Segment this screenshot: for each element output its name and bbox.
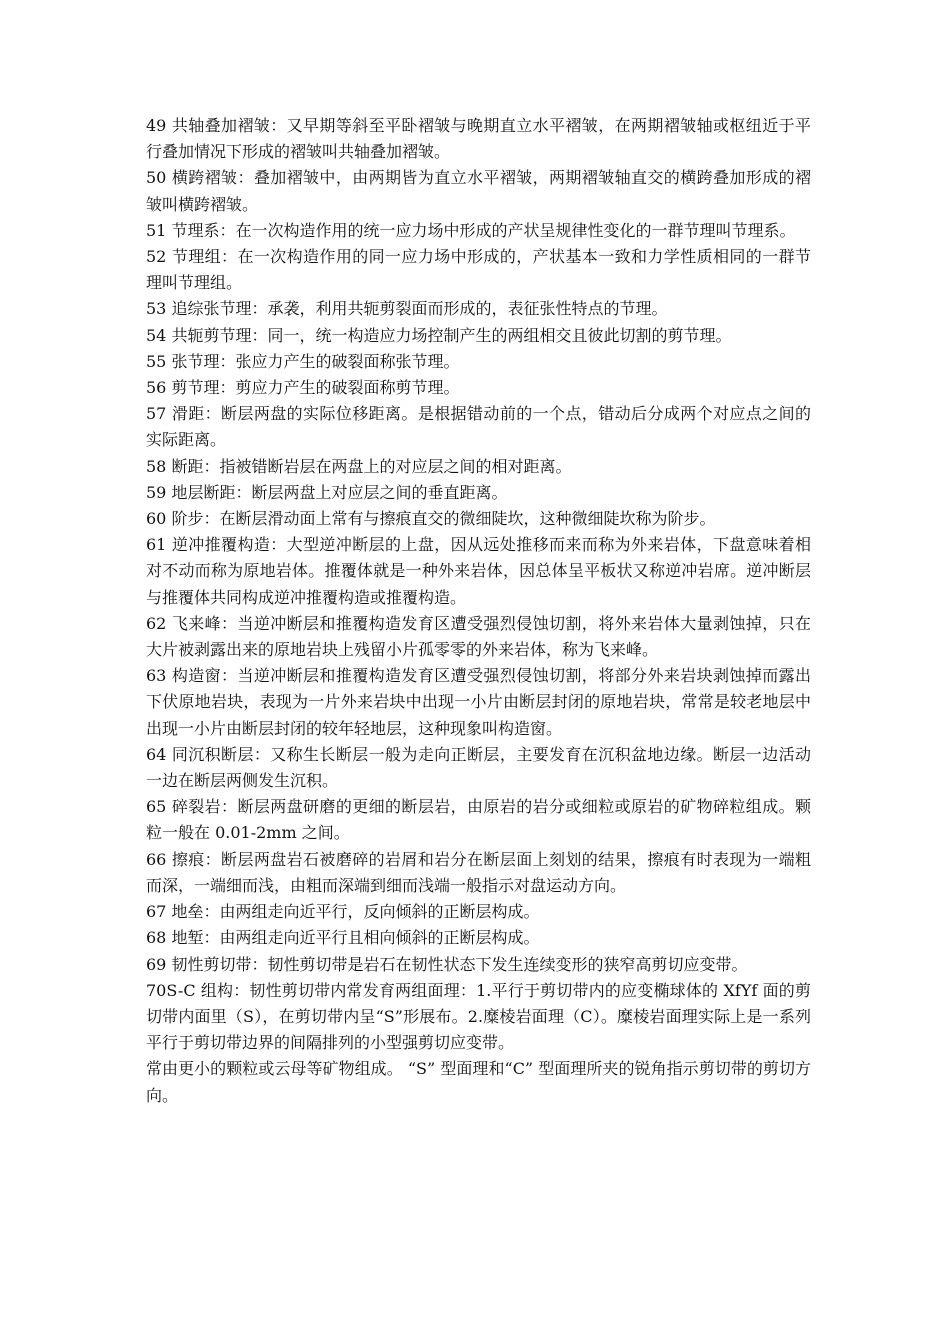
document-body: [146, 113, 811, 1109]
entry-67: 67 地垒：由两组走向近平行，反向倾斜的正断层构成。: [146, 902, 540, 922]
entry-55: 55 张节理：张应力产生的破裂面称张节理。: [146, 351, 460, 371]
entry-53: 53 追综张节理：承袭，利用共轭剪裂面而形成的，表征张性特点的节理。: [146, 299, 668, 319]
entry-49: 49 共轴叠加褶皱：又早期等斜至平卧褶皱与晚期直立水平褶皱，在两期褶皱轴或枢纽近于平行叠加情况下形成的褶皱叫共轴叠加褶皱。: [146, 116, 811, 162]
entry-52: 52 节理组：在一次构造作用的同一应力场中形成的，产状基本一致和力学性质相同的一群节理叫节理组。: [146, 247, 811, 293]
entry-62: 62 飞来峰：当逆冲断层和推覆构造发育区遭受强烈侵蚀切割，将外来岩体大量剥蚀掉，只在大片被剥露出来的原地岩块上残留小片孤零零的外来岩体，称为飞来峰。: [146, 613, 811, 660]
entry-70: 70S-C 组构：韧性剪切带内常发育两组面理：1.平行于剪切带内的应变椭球体的 XfYf 面的剪切带内面里（S），在剪切带内呈“S”形展布。2.糜棱岩面理（C）。糜棱岩面理实际上是一系列平行于剪切带边界的间隔排列的小型强剪切应变带。: [146, 980, 811, 1053]
entry-70-continued: 常由更小的颗粒或云母等矿物组成。 “S” 型面理和“C” 型面理所夹的锐角指示剪切带的剪切方向。: [146, 1059, 811, 1105]
entry-61: 61 逆冲推覆构造：大型逆冲断层的上盘，因从远处推移而来而称为外来岩体，下盘意味着相对不动而称为原地岩体。推覆体就是一种外来岩体，因总体呈平板状又称逆冲岩席。逆冲断层与推覆体共同构成逆冲推覆构造或推覆构造。: [146, 535, 811, 607]
entry-51: 51 节理系：在一次构造作用的统一应力场中形成的产状呈规律性变化的一群节理叫节理系。: [146, 220, 796, 240]
entry-57: 57 滑距：断层两盘的实际位移距离。是根据错动前的一个点，错动后分成两个对应点之间的实际距离。: [146, 404, 811, 450]
entry-56: 56 剪节理：剪应力产生的破裂面称剪节理。: [146, 378, 460, 398]
entry-69: 69 韧性剪切带：韧性剪切带是岩石在韧性状态下发生连续变形的狭窄高剪切应变带。: [146, 954, 748, 974]
entry-63: 63 构造窗：当逆冲断层和推覆构造发育区遭受强烈侵蚀切割，将部分外来岩块剥蚀掉而露出下伏原地岩块，表现为一片外来岩块中出现一小片由断层封闭的原地岩块，常常是较老地层中出现一小片由断层封闭的较年轻地层，这种现象叫构造窗。: [146, 666, 811, 738]
entry-65: 65 碎裂岩：断层两盘研磨的更细的断层岩，由原岩的岩分或细粒或原岩的矿物碎粒组成。颗粒一般在 0.01-2mm 之间。: [146, 797, 811, 843]
entry-64: 64 同沉积断层：又称生长断层一般为走向正断层，主要发育在沉积盆地边缘。断层一边活动一边在断层两侧发生沉积。: [146, 744, 811, 791]
entry-66: 66 擦痕：断层两盘岩石被磨碎的岩屑和岩分在断层面上刻划的结果，擦痕有时表现为一端粗而深，一端细而浅，由粗而深端到细而浅端一般指示对盘运动方向。: [146, 849, 811, 895]
entry-54: 54 共轭剪节理：同一，统一构造应力场控制产生的两组相交且彼此切割的剪节理。: [146, 325, 732, 345]
entry-58: 58 断距：指被错断岩层在两盘上的对应层之间的相对距离。: [146, 456, 572, 476]
entry-50: 50 横跨褶皱：叠加褶皱中，由两期皆为直立水平褶皱，两期褶皱轴直交的横跨叠加形成的褶皱叫横跨褶皱。: [146, 168, 811, 214]
entry-60: 60 阶步：在断层滑动面上常有与擦痕直交的微细陡坎，这种微细陡坎称为阶步。: [146, 509, 716, 529]
entry-68: 68 地堑：由两组走向近平行且相向倾斜的正断层构成。: [146, 928, 540, 948]
entry-59: 59 地层断距：断层两盘上对应层之间的垂直距离。: [146, 482, 508, 502]
